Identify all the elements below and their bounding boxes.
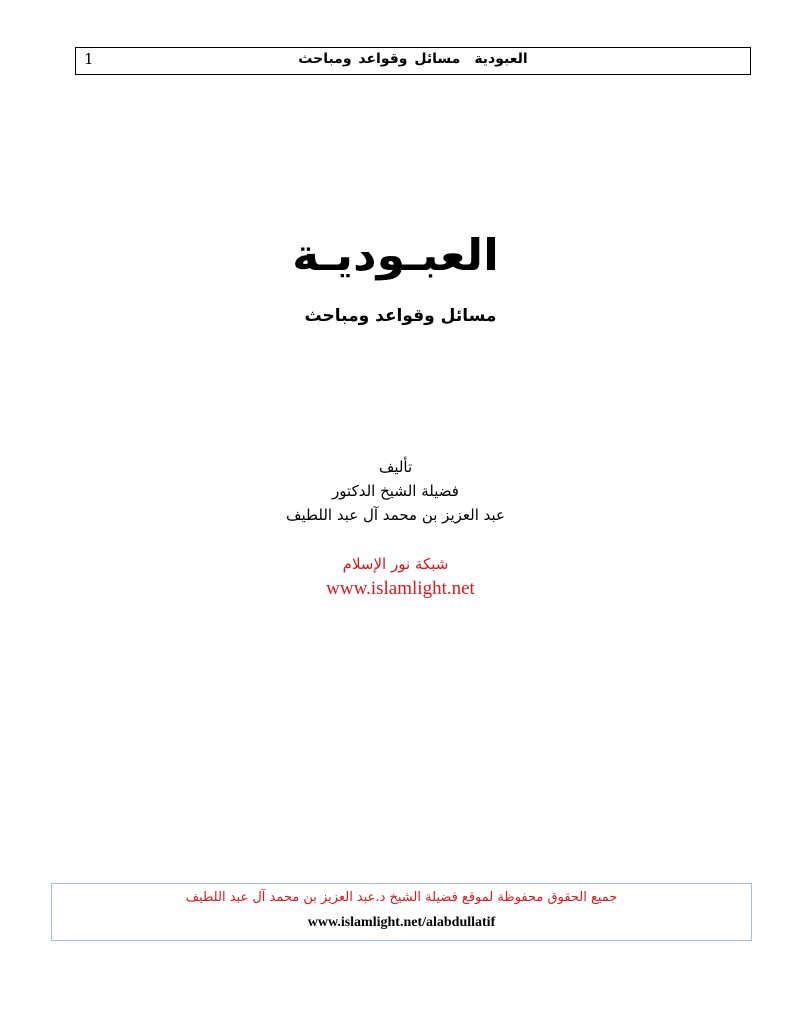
- publisher-url[interactable]: www.islamlight.net: [326, 578, 475, 599]
- header-title-sub: مسائل وقواعد ومباحث: [298, 51, 461, 67]
- document-subtitle: مسائل وقواعد ومباحث: [304, 306, 497, 326]
- author-name: عبد العزيز بن محمد آل عبد اللطيف: [286, 506, 505, 524]
- author-block: [0, 455, 791, 527]
- publisher-name: شبكة نور الإسلام: [342, 555, 449, 573]
- author-label: تأليف: [378, 458, 413, 476]
- author-honorific: فضيلة الشيخ الدكتور: [332, 482, 459, 500]
- copyright-notice: جميع الحقوق محفوظة لموقع فضيلة الشيخ د.عبد العزيز بن محمد آل عبد اللطيف: [185, 890, 618, 905]
- publisher-block: [0, 552, 791, 602]
- header-title: [76, 51, 750, 67]
- page-number: 1: [84, 50, 94, 68]
- running-header: [75, 47, 751, 75]
- document-title: العبـوديـة: [292, 229, 499, 281]
- copyright-footer: [51, 883, 752, 941]
- header-title-main: العبودية: [474, 51, 528, 67]
- footer-url-link[interactable]: www.islamlight.net/alabdullatif: [307, 915, 496, 930]
